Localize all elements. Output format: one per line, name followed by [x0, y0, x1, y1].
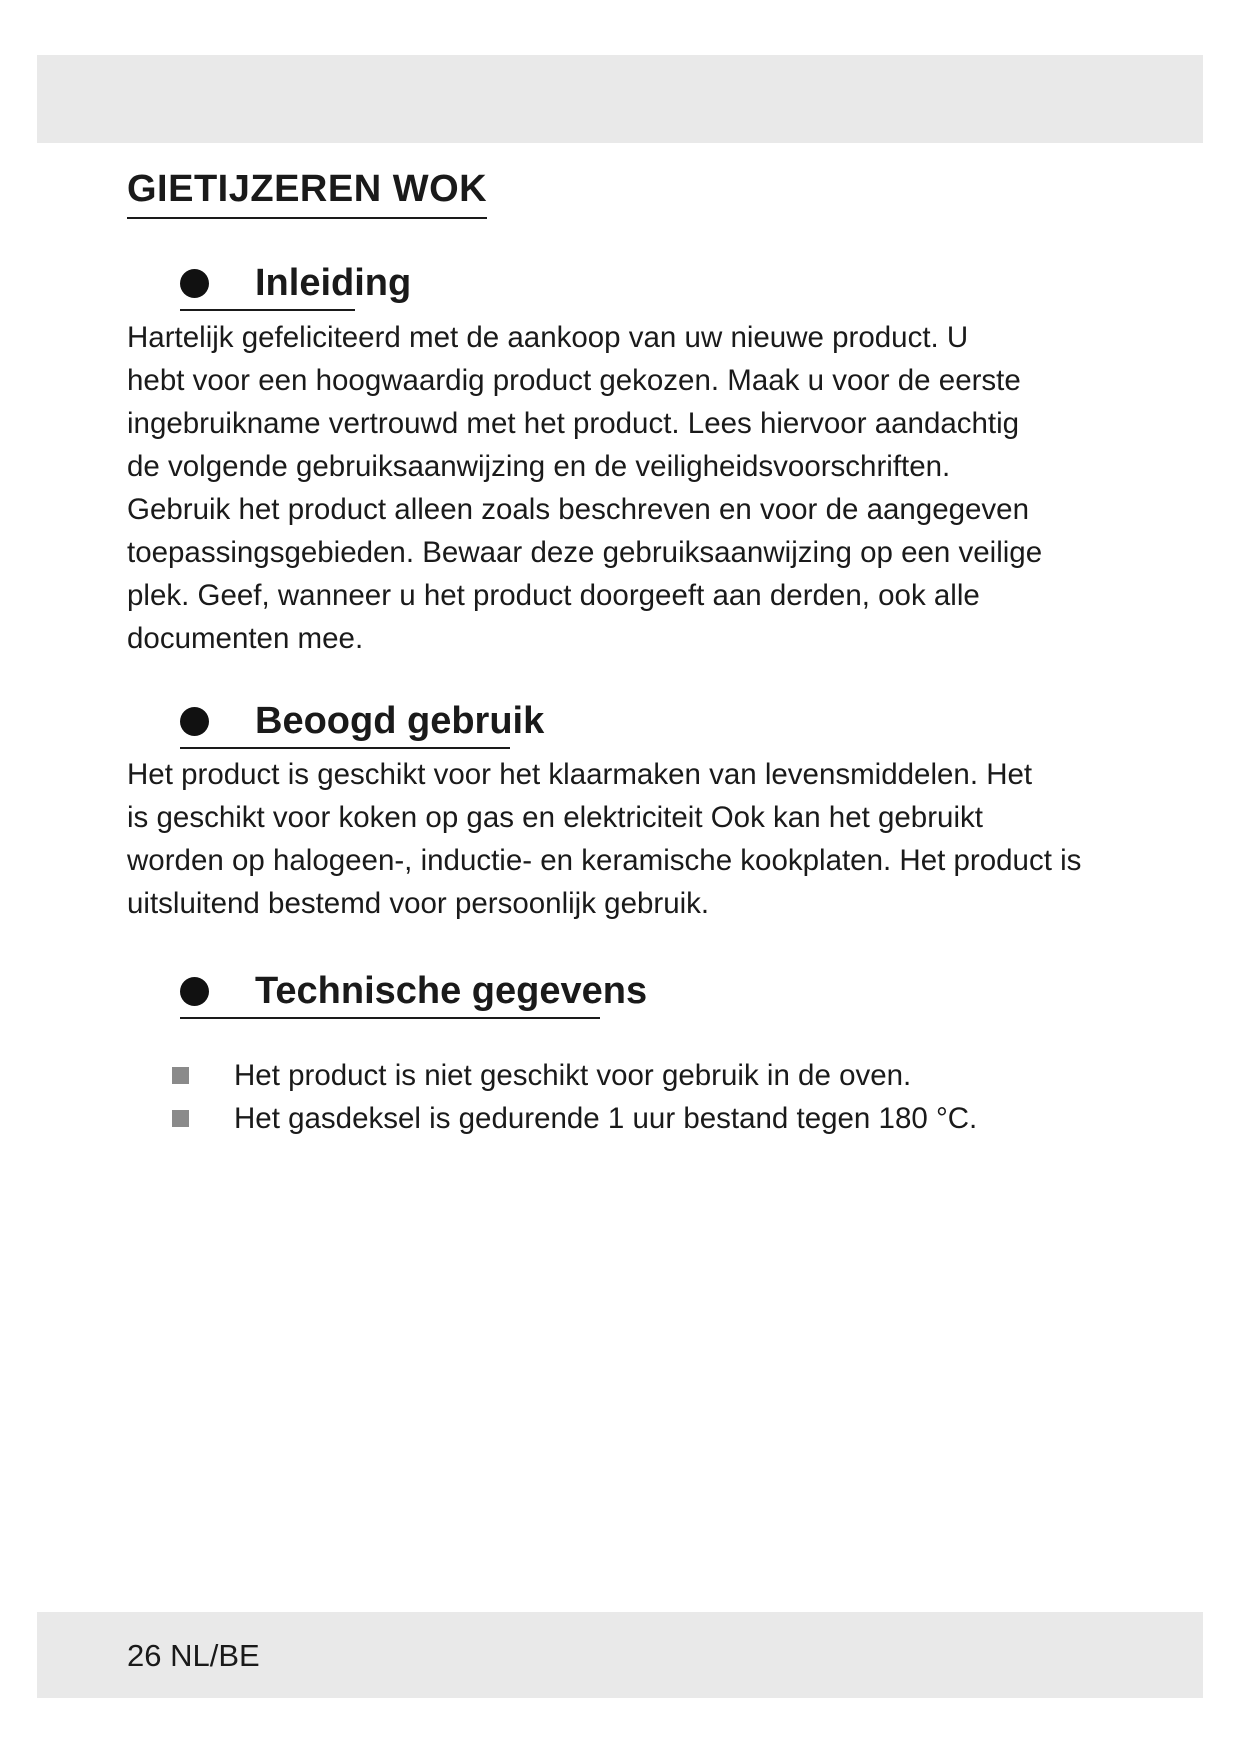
- paragraph-line: ingebruikname vertrouwd met het product. Lees hiervoor aandachtig: [127, 407, 1020, 440]
- header-band: [37, 55, 1203, 143]
- section-paragraph-inleiding: [127, 316, 1127, 660]
- paragraph-line: de volgende gebruiksaanwijzing en de veiligheidsvoorschriften.: [127, 450, 951, 483]
- list-item-text: Het product is niet geschikt voor gebruik in de oven.: [234, 1058, 912, 1092]
- section-paragraph-beoogd-gebruik: [127, 753, 1127, 925]
- paragraph-line: documenten mee.: [127, 622, 364, 655]
- heading-underline: [180, 747, 510, 749]
- heading-underline: [180, 309, 355, 311]
- square-bullet-icon: [172, 1067, 189, 1084]
- paragraph-line: hebt voor een hoogwaardig product gekozen. Maak u voor de eerste: [127, 364, 1021, 397]
- section-heading-beoogd-gebruik: [180, 700, 544, 743]
- technical-specs-list: [172, 1054, 977, 1140]
- paragraph-line: toepassingsgebieden. Bewaar deze gebruiksaanwijzing op een veilige: [127, 536, 1043, 569]
- square-bullet-icon: [172, 1110, 189, 1127]
- round-bullet-icon: [180, 977, 209, 1006]
- footer-band: [37, 1612, 1203, 1698]
- paragraph-line: is geschikt voor koken op gas en elektriciteit Ook kan het gebruikt: [127, 801, 983, 834]
- paragraph-line: Het product is geschikt voor het klaarmaken van levensmiddelen. Het: [127, 758, 1033, 791]
- section-heading-text: Technische gegevens: [255, 970, 648, 1012]
- round-bullet-icon: [180, 707, 209, 736]
- section-heading-text: Inleiding: [255, 262, 412, 304]
- heading-underline: [180, 1017, 600, 1019]
- section-heading-inleiding: [180, 262, 411, 305]
- paragraph-line: plek. Geef, wanneer u het product doorgeeft aan derden, ook alle: [127, 579, 980, 612]
- section-heading-technische-gegevens: [180, 970, 647, 1013]
- paragraph-line: Hartelijk gefeliciteerd met de aankoop van uw nieuwe product. U: [127, 321, 969, 354]
- list-item-text: Het gasdeksel is gedurende 1 uur bestand tegen 180 °C.: [234, 1101, 978, 1135]
- paragraph-line: worden op halogeen-, inductie- en keramische kookplaten. Het product is: [127, 844, 1082, 877]
- round-bullet-icon: [180, 269, 209, 298]
- paragraph-line: Gebruik het product alleen zoals beschreven en voor de aangegeven: [127, 493, 1029, 526]
- list-item: [172, 1097, 977, 1140]
- section-heading-text: Beoogd gebruik: [255, 700, 545, 742]
- paragraph-line: uitsluitend bestemd voor persoonlijk gebruik.: [127, 887, 710, 920]
- page-number: 26 NL/BE: [127, 1638, 260, 1673]
- list-item: [172, 1054, 977, 1097]
- document-title: GIETIJZEREN WOK: [127, 168, 487, 219]
